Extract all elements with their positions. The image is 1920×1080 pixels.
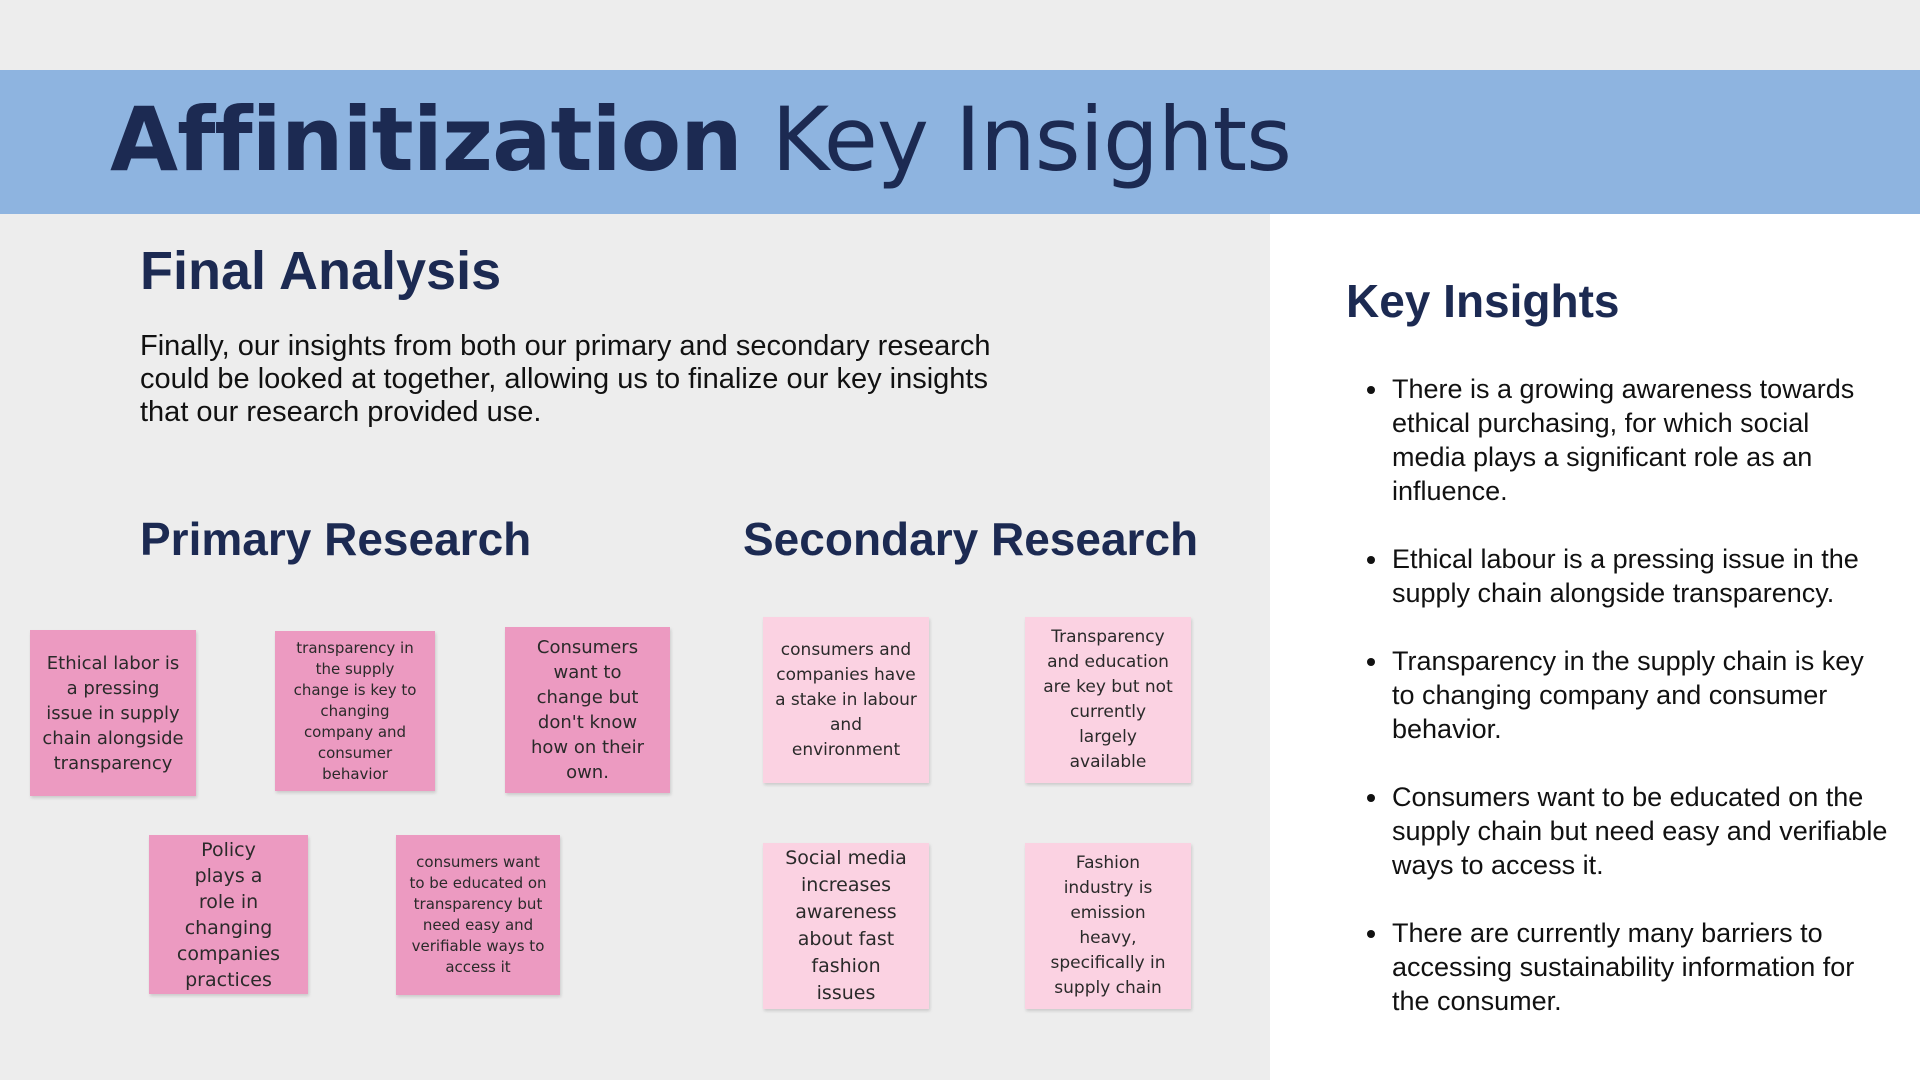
list-item: • Ethical labour is a pressing issue in the supply chain alongside transparency. xyxy=(1390,542,1890,610)
sticky-note: consumers and companies have a stake in labour and environment xyxy=(763,617,929,783)
primary-research-heading: Primary Research xyxy=(140,513,532,565)
sticky-note: Ethical labor is a pressing issue in supply chain alongside transparency xyxy=(30,630,196,796)
sticky-note: Consumers want to change but don't know how on their own. xyxy=(505,627,670,793)
page-title-bold: Affinitization xyxy=(110,88,742,191)
secondary-research-heading: Secondary Research xyxy=(743,513,1199,565)
key-insights-list xyxy=(1350,372,1890,1052)
sticky-note: Social media increases awareness about fast fashion issues xyxy=(763,843,929,1009)
list-item: • Transparency in the supply chain is key to changing company and consumer behavior. xyxy=(1390,644,1890,746)
sticky-note: transparency in the supply change is key to changing company and consumer behavior xyxy=(275,631,435,791)
list-item: • Consumers want to be educated on the supply chain but need easy and verifiable ways to access it. xyxy=(1390,780,1890,882)
sticky-note: Fashion industry is emission heavy, specifically in supply chain xyxy=(1025,843,1191,1009)
page-title-light: Key Insights xyxy=(771,88,1291,191)
sticky-note: consumers want to be educated on transparency but need easy and verifiable ways to access it xyxy=(396,835,560,995)
final-analysis-heading: Final Analysis xyxy=(140,241,502,301)
final-analysis-intro: Finally, our insights from both our primary and secondary research could be looked at together, allowing us to finalize our key insights that our research provided use. xyxy=(140,330,991,428)
sticky-note: Policy plays a role in changing companies practices xyxy=(149,835,308,994)
page-title xyxy=(110,88,1291,192)
list-item: • There are currently many barriers to accessing sustainability information for the consumer. xyxy=(1390,916,1890,1018)
sticky-note: Transparency and education are key but not currently largely available xyxy=(1025,617,1191,783)
key-insights-heading: Key Insights xyxy=(1346,275,1620,327)
list-item: • There is a growing awareness towards ethical purchasing, for which social media plays a significant role as an influence. xyxy=(1390,372,1890,508)
